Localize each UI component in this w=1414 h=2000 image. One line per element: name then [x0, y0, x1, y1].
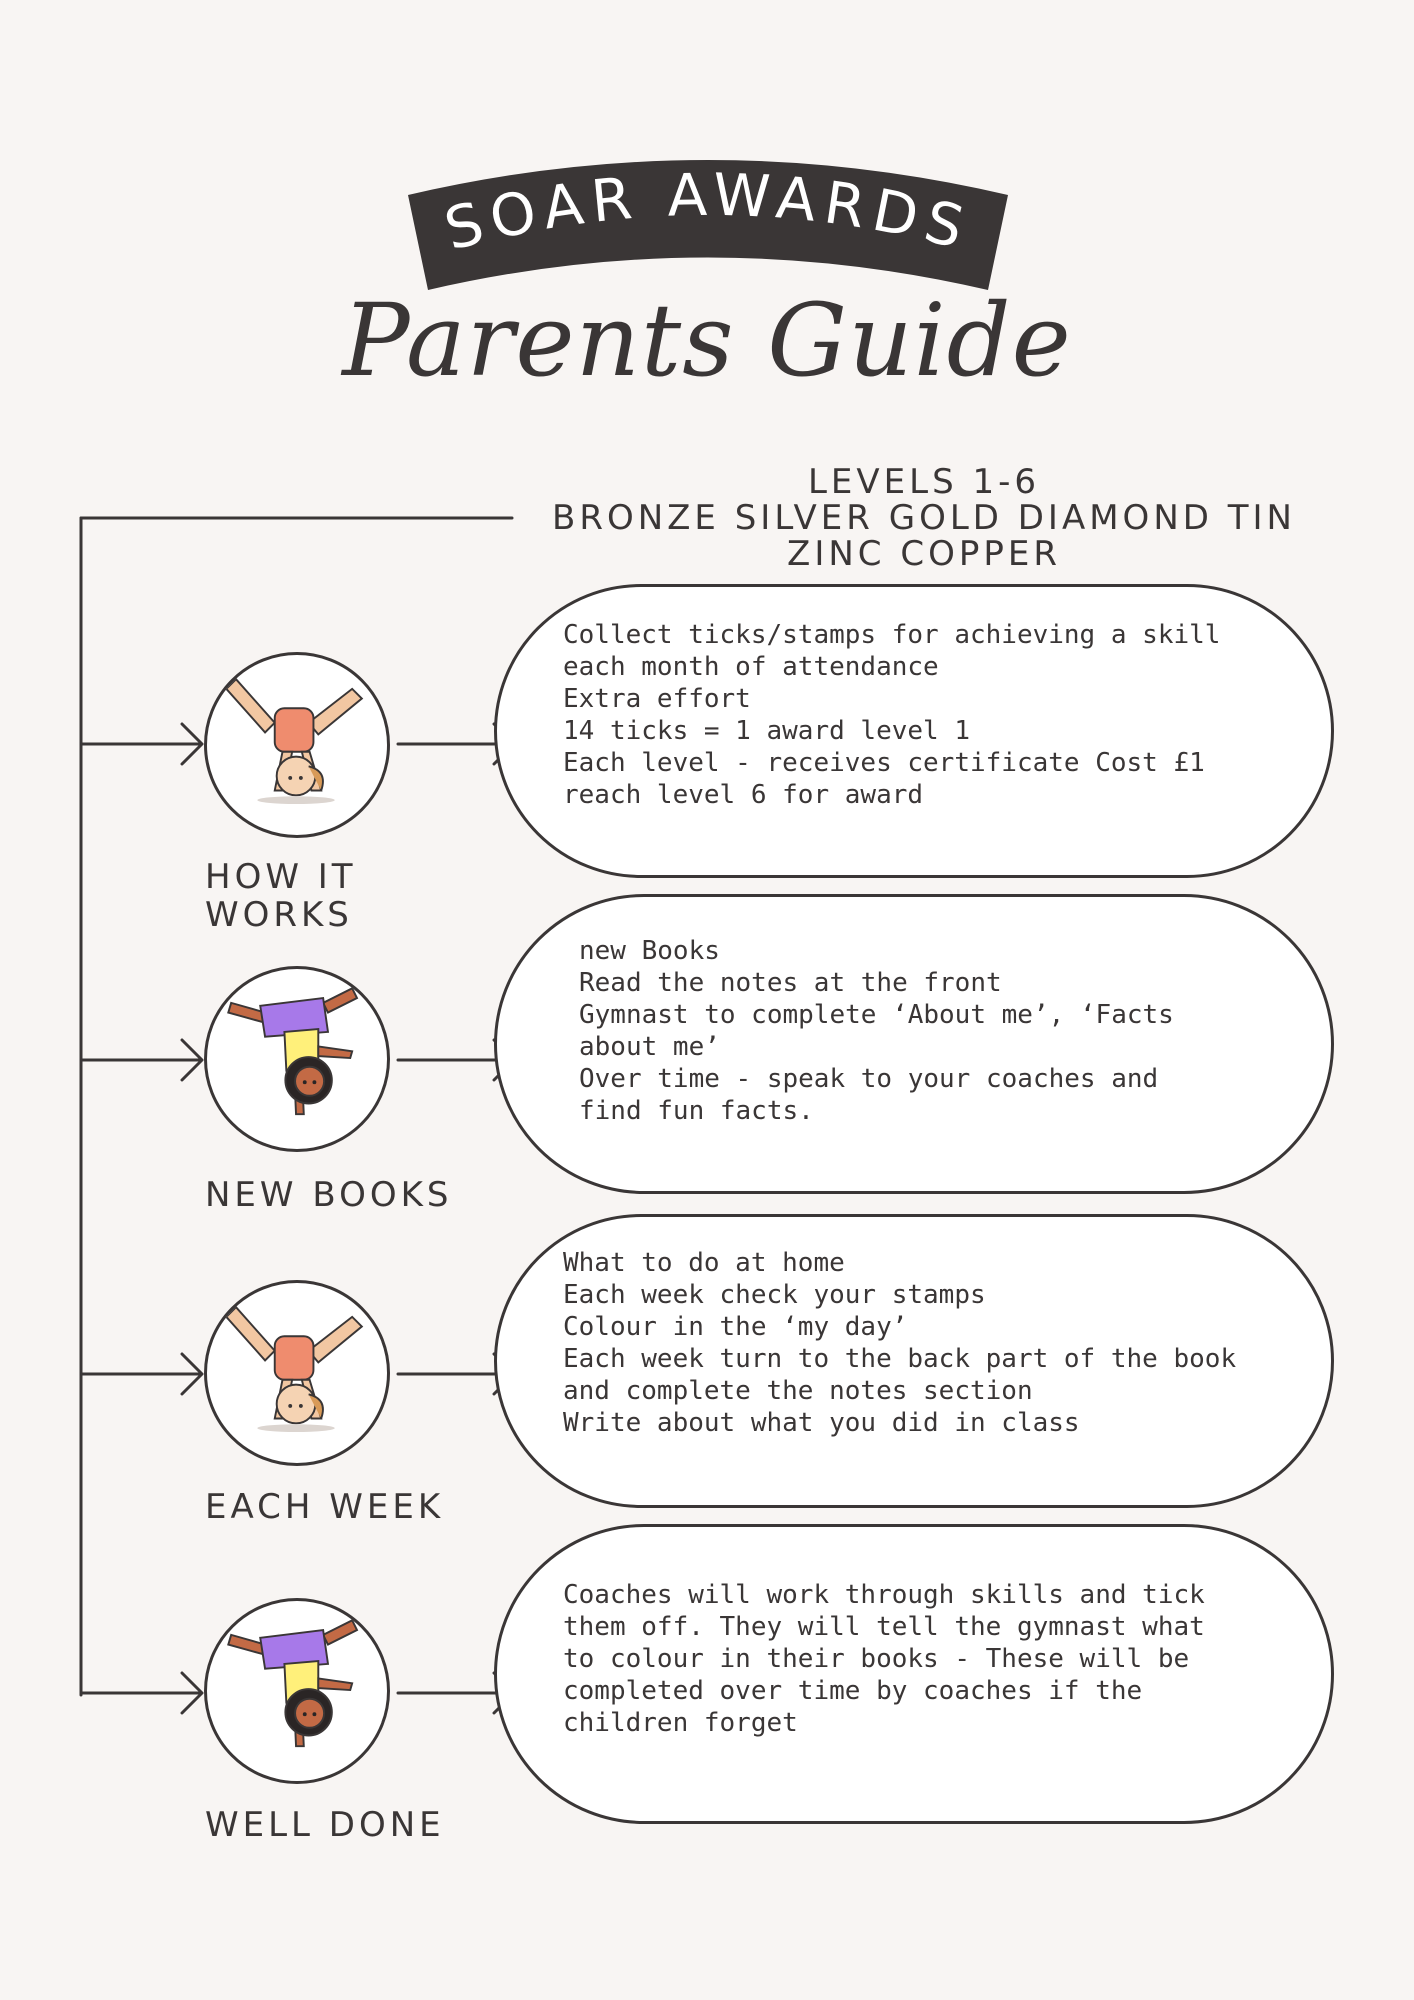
icon-circle-each-week — [204, 1280, 390, 1466]
text-line: them off. They will tell the gymnast what — [563, 1612, 1205, 1642]
levels-medals-extra: ZINC COPPER — [787, 534, 1061, 574]
text-line: Collect ticks/stamps for achieving a skill — [563, 620, 1221, 650]
bubble-text-new-books — [579, 935, 1331, 1127]
arrow-to-icon-1 — [81, 724, 202, 764]
cartwheel-girl-icon — [207, 655, 387, 835]
text-line: Each week check your stamps — [563, 1280, 986, 1310]
info-bubble-well-done — [494, 1524, 1334, 1824]
section-label-new-books: NEW BOOKS — [205, 1175, 453, 1215]
title-banner — [400, 150, 1016, 300]
text-line: What to do at home — [563, 1248, 845, 1278]
text-line: Colour in the ‘my day’ — [563, 1312, 908, 1342]
section-label-each-week: EACH WEEK — [205, 1487, 445, 1527]
arrow-to-icon-4 — [81, 1673, 202, 1713]
info-bubble-each-week — [494, 1214, 1334, 1508]
arrow-to-icon-2 — [81, 1040, 202, 1080]
text-line: new Books — [579, 936, 720, 966]
info-bubble-new-books — [494, 894, 1334, 1194]
icon-circle-how-it-works — [204, 652, 390, 838]
levels-medals: BRONZE SILVER GOLD DIAMOND TIN — [552, 498, 1296, 538]
text-line: Each level - receives certificate Cost £1 — [563, 748, 1205, 778]
page-title: Parents Guide — [342, 282, 1072, 399]
icon-circle-well-done — [204, 1598, 390, 1784]
icon-circle-new-books — [204, 966, 390, 1152]
section-label-well-done: WELL DONE — [205, 1805, 445, 1845]
bubble-text-each-week — [563, 1247, 1331, 1439]
text-line: Gymnast to complete ‘About me’, ‘Facts — [579, 1000, 1174, 1030]
text-line: Read the notes at the front — [579, 968, 1002, 998]
bubble-text-well-done — [563, 1579, 1331, 1739]
text-line: completed over time by coaches if the — [563, 1676, 1143, 1706]
bubble-text-how-it-works — [563, 619, 1331, 811]
label-line-2: WORKS — [205, 895, 353, 935]
label-line-1: HOW IT — [205, 857, 357, 897]
cartwheel-girl-icon — [207, 1283, 387, 1463]
text-line: Write about what you did in class — [563, 1408, 1080, 1438]
levels-heading: LEVELS 1-6 — [807, 462, 1041, 502]
info-bubble-how-it-works — [494, 584, 1334, 878]
text-line: children forget — [563, 1708, 798, 1738]
text-line: and complete the notes section — [563, 1376, 1033, 1406]
text-line: Over time - speak to your coaches and — [579, 1064, 1159, 1094]
banner-text: SOAR AWARDS — [437, 160, 979, 264]
text-line: 14 ticks = 1 award level 1 — [563, 716, 970, 746]
arrow-to-icon-3 — [81, 1354, 202, 1394]
text-line: Extra effort — [563, 684, 751, 714]
text-line: reach level 6 for award — [563, 780, 924, 810]
text-line: each month of attendance — [563, 652, 939, 682]
text-line: about me’ — [579, 1032, 720, 1062]
text-line: to colour in their books - These will be — [563, 1644, 1190, 1674]
handstand-girl-icon — [207, 1601, 387, 1781]
text-line: Each week turn to the back part of the book — [563, 1344, 1237, 1374]
handstand-girl-icon — [207, 969, 387, 1149]
text-line: Coaches will work through skills and tick — [563, 1580, 1205, 1610]
text-line: find fun facts. — [579, 1096, 814, 1126]
section-label-how-it-works — [205, 858, 357, 934]
